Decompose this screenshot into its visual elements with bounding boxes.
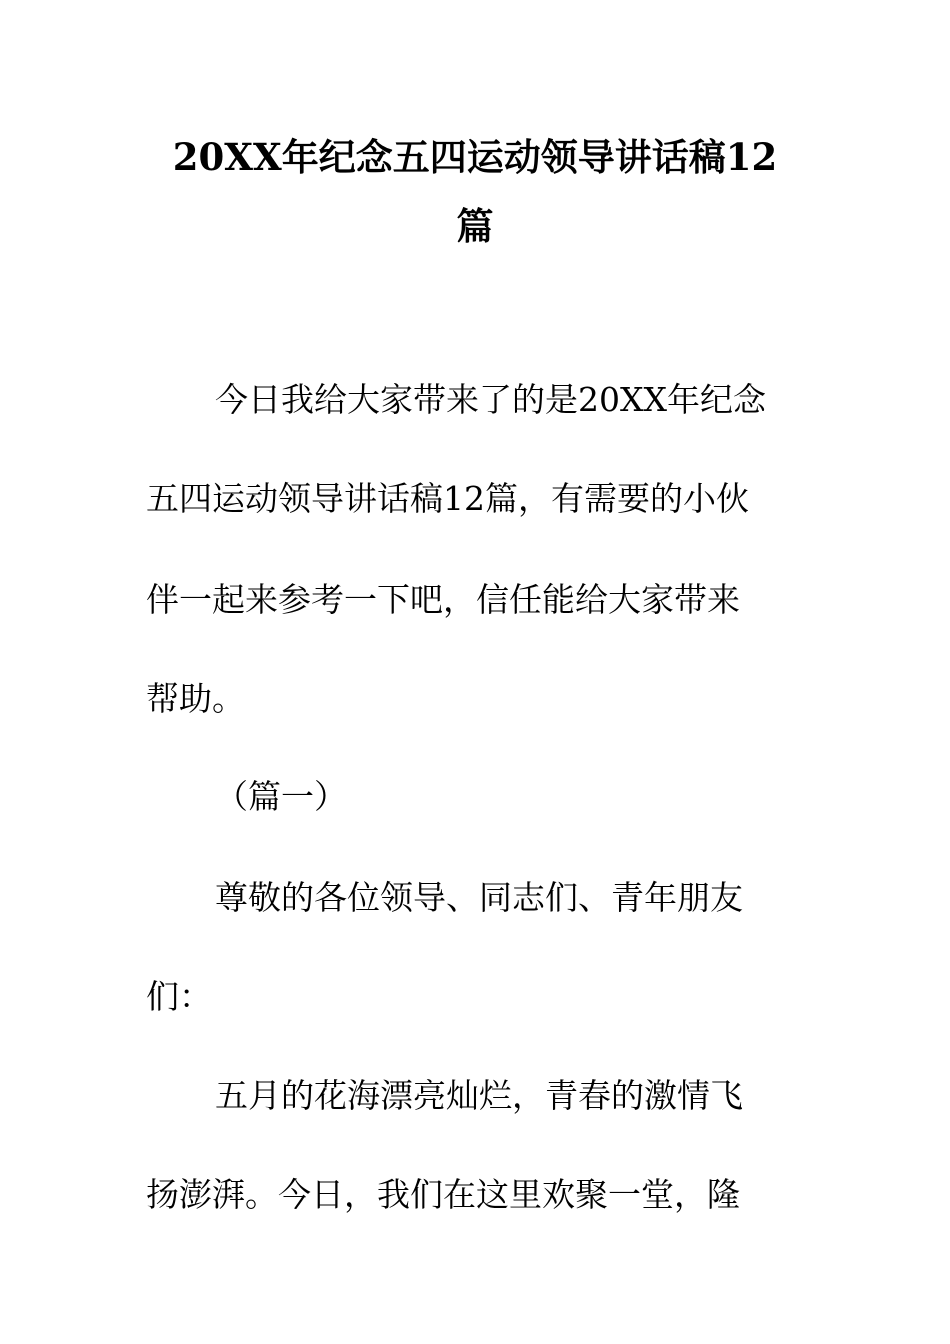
- paragraph-line: 五四运动领导讲话稿12篇，有需要的小伙: [146, 479, 749, 518]
- section-heading: （篇一）: [215, 777, 347, 816]
- paragraph-line: 五月的花海漂亮灿烂，青春的激情飞: [215, 1076, 743, 1115]
- paragraph-line: 扬澎湃。今日，我们在这里欢聚一堂，隆: [146, 1175, 740, 1214]
- paragraph-line: 帮助。: [146, 679, 245, 718]
- paragraph-line: 伴一起来参考一下吧，信任能给大家带来: [146, 580, 740, 619]
- document-title-line-1: 20XX年纪念五四运动领导讲话稿12: [172, 135, 778, 179]
- document-title-line-2: 篇: [456, 204, 494, 248]
- paragraph-line: 尊敬的各位领导、同志们、青年朋友: [215, 878, 743, 917]
- paragraph-line: 今日我给大家带来了的是20XX年纪念: [215, 380, 766, 419]
- paragraph-line: 们：: [146, 977, 212, 1016]
